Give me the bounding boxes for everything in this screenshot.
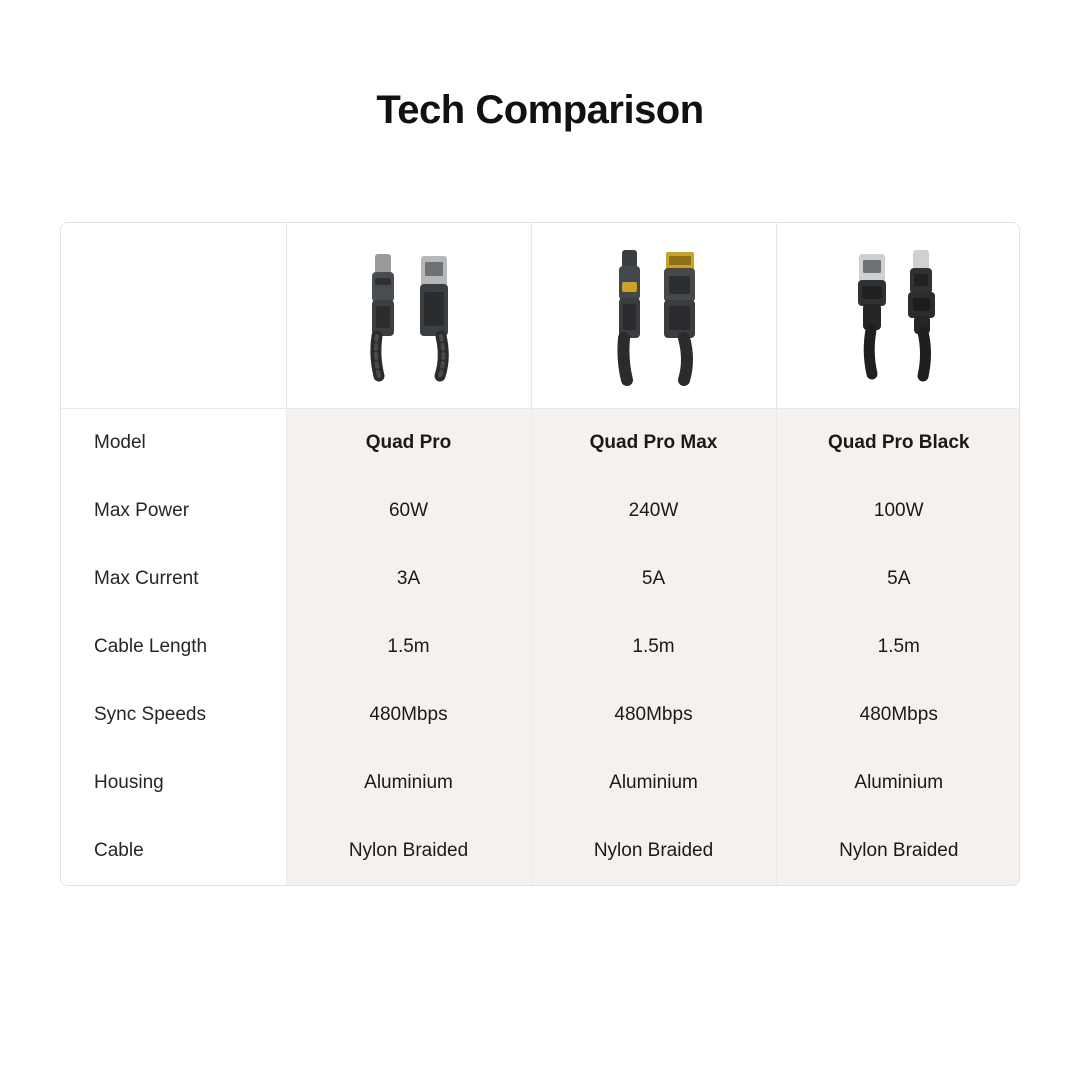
cell-max-power-3: 100W [776,477,1020,545]
comparison-table-container [60,222,1020,886]
cell-sync-speeds-1: 480Mbps [286,681,531,749]
product-image-cell-1 [286,223,531,408]
cell-model-2: Quad Pro Max [531,408,776,477]
cell-housing-2: Aluminium [531,749,776,817]
row-label-max-power: Max Power [61,477,286,545]
cell-max-power-1: 60W [286,477,531,545]
cell-max-power-2: 240W [531,477,776,545]
cell-cable-length-2: 1.5m [531,613,776,681]
table-row [61,545,1020,613]
table-row [61,749,1020,817]
cell-sync-speeds-3: 480Mbps [776,681,1020,749]
row-label-sync-speeds: Sync Speeds [61,681,286,749]
row-label-cable: Cable [61,817,286,885]
cell-cable-3: Nylon Braided [776,817,1020,885]
product-image-cell-2 [531,223,776,408]
cell-cable-length-1: 1.5m [286,613,531,681]
table-row [61,408,1020,477]
cell-housing-1: Aluminium [286,749,531,817]
product-image-row [61,223,1020,408]
cell-cable-1: Nylon Braided [286,817,531,885]
cell-max-current-1: 3A [286,545,531,613]
cell-max-current-2: 5A [531,545,776,613]
row-label-cable-length: Cable Length [61,613,286,681]
cell-housing-3: Aluminium [776,749,1020,817]
table-row [61,681,1020,749]
cell-sync-speeds-2: 480Mbps [531,681,776,749]
table-row [61,817,1020,885]
cell-model-1: Quad Pro [286,408,531,477]
cell-model-3: Quad Pro Black [776,408,1020,477]
page-title: Tech Comparison [376,88,704,132]
cell-max-current-3: 5A [776,545,1020,613]
table-row [61,613,1020,681]
quad-pro-max-cable-image [574,240,734,390]
quad-pro-black-cable-image [819,240,979,390]
quad-pro-cable-image [329,240,489,390]
row-label-model: Model [61,408,286,477]
image-row-empty-cell [61,223,286,408]
product-image-cell-3 [776,223,1020,408]
row-label-max-current: Max Current [61,545,286,613]
comparison-table [61,223,1020,885]
table-row [61,477,1020,545]
row-label-housing: Housing [61,749,286,817]
cell-cable-2: Nylon Braided [531,817,776,885]
cell-cable-length-3: 1.5m [776,613,1020,681]
